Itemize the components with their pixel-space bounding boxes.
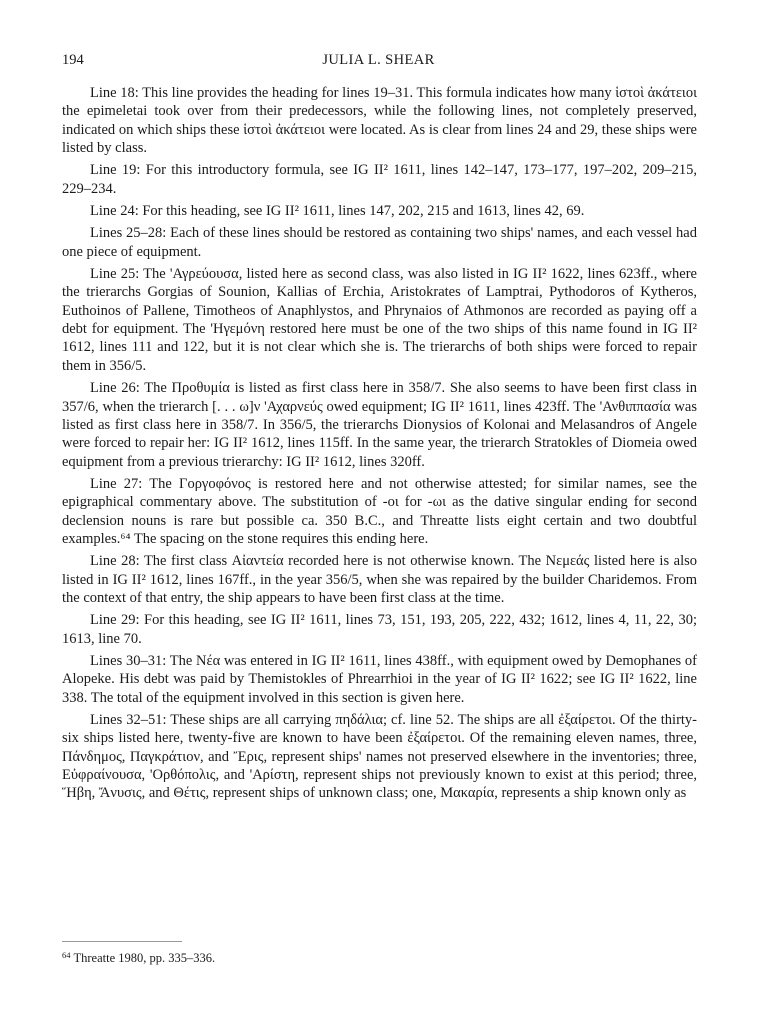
paragraph-line-28: Line 28: The first class Αἰαντεία recorded here is not otherwise known. The Νεμεάς listed here is also listed in IG II² 1612, lines 167ff., in the year 356/5, when she was repaired by the builder Charidemos. From the context of that entry, the ship appears to have been first class at the time.	[62, 553, 697, 606]
running-head: JULIA L. SHEAR	[322, 52, 435, 68]
paragraph-line-27: Line 27: The Γοργοφόνος is restored here and not otherwise attested; for similar names, see the epigraphical commentary above. The substitution of -οι for -ωι as the dative singular ending for second declension nouns is rare but possible ca. 350 B.C., and Threatte lists eight certain and two doubtful examples.⁶⁴ The spacing on the stone requires this ending here.	[62, 475, 697, 547]
footnote-marker: 64	[62, 950, 71, 960]
paragraph-lines-32-51: Lines 32–51: These ships are all carrying πηδάλια; cf. line 52. The ships are all ἐξαίρετοι. Of the thirty-six ships listed here, twenty-five are known to have been ἐξαίρετοι. Of the remaining eleven names, three, Πάνδημος, Παγκράτιον, and Ἔρις, represent ships' names not preserved elsewhere in the inventories; three, Εὐφραίνουσα, 'Ορθόπολις, and 'Αρίστη, represent ships not previously known to exist at this period; three, Ἥβη, Ἄνυσις, and Θέτις, represent ships of unknown class; one, Μακαρία, represents a ship known only as	[62, 712, 697, 802]
paragraph-line-29: Line 29: For this heading, see IG II² 1611, lines 73, 151, 193, 205, 222, 432; 1612, lines 4, 11, 22, 30; 1613, line 70.	[62, 612, 697, 647]
footnote-divider	[62, 941, 182, 942]
paragraph-lines-25-28: Lines 25–28: Each of these lines should be restored as containing two ships' names, and each vessel had one piece of equipment.	[62, 225, 697, 260]
body-text	[62, 84, 697, 803]
footnote	[62, 950, 697, 966]
paragraph-line-19: Line 19: For this introductory formula, see IG II² 1611, lines 142–147, 173–177, 197–202, 209–215, 229–234.	[62, 162, 697, 197]
page-number: 194	[62, 52, 84, 68]
paragraph-line-25: Line 25: The 'Αγρεύουσα, listed here as second class, was also listed in IG II² 1622, lines 623ff., where the trierarchs Gorgias of Sounion, Kallias of Erchia, Aristokrates of Lamptrai, Pythodoros of Kytheros, Euthoinos of Pallene, Timotheos of Anaphlystos, and Phrynaios of Athmonos are recorded as paying off a debt for equipment. The 'Ηγεμόνη restored here must be one of the two ships of this name found in IG II² 1612, lines 111 and 122, but it is not clear which she is. The trierarchs of both ships were forced to repair them in 356/5.	[62, 266, 697, 374]
paragraph-line-24: Line 24: For this heading, see IG II² 1611, lines 147, 202, 215 and 1613, lines 42, 69.	[90, 203, 585, 220]
paragraph-line-26: Line 26: The Προθυμία is listed as first class here in 358/7. She also seems to have been first class in 357/6, when the trierarch [. . . ω]ν 'Αχαρνεύς owed equipment; IG II² 1611, lines 423ff. The 'Ανθιππασία was listed as first class here in 358/7. In 356/5, the trierarchs Dionysios of Kolonai and Melasandros of Angele were forced to repair her: IG II² 1612, lines 115ff. In the same year, the trierarch Stratokles of Diomeia owed equipment from a previous trierarchy: IG II² 1612, lines 320ff.	[62, 380, 697, 470]
paragraph-line-18: Line 18: This line provides the heading for lines 19–31. This formula indicates how many ἱστοὶ ἀκάτειοι the epimeletai took over from their predecessors, while the following lines, not completely preserved, indicated on which ships these ἱστοὶ ἀκάτειοι were located. As is clear from lines 24 and 29, these ships were listed by class.	[62, 85, 697, 157]
paragraph-lines-30-31: Lines 30–31: The Νέα was entered in IG II² 1611, lines 438ff., with equipment owed by Demophanes of Alopeke. His debt was paid by Themistokles of Phrearrhioi in the year of IG II² 1622; see IG II² 1622, line 338. The total of the equipment involved in this section is given here.	[62, 652, 697, 706]
page-header	[62, 52, 695, 74]
footnote-text: Threatte 1980, pp. 335–336.	[73, 951, 216, 965]
